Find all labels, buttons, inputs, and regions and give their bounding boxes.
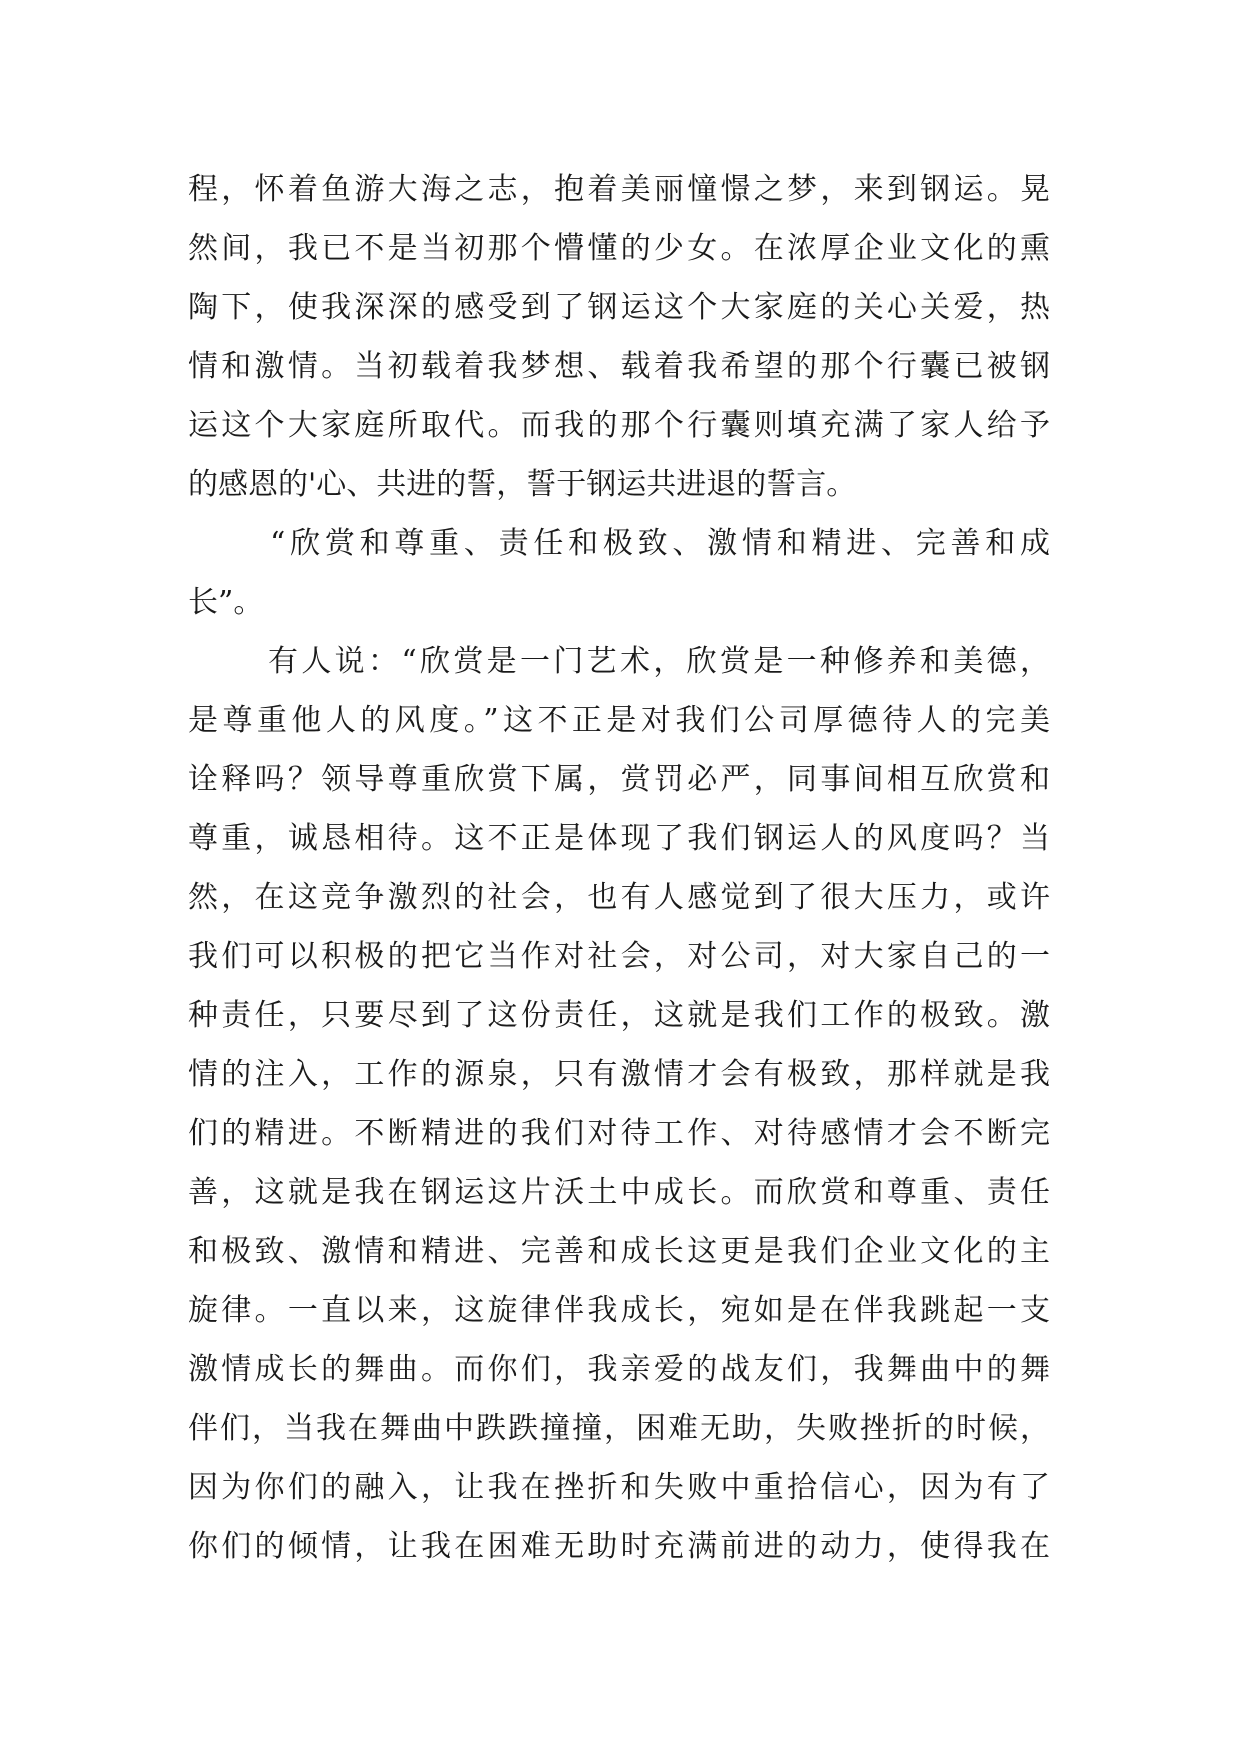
- text-line: 然，在这竞争激烈的社会，也有人感觉到了很大压力，或许: [188, 880, 1050, 915]
- text-line: 我们可以积极的把它当作对社会，对公司，对大家自己的一: [188, 939, 1050, 974]
- text-line: 激情成长的舞曲。而你们，我亲爱的战友们，我舞曲中的舞: [188, 1352, 1050, 1387]
- text-line: 旋律。一直以来，这旋律伴我成长，宛如是在伴我跳起一支: [188, 1293, 1050, 1328]
- text-line: 长”。: [188, 585, 264, 620]
- text-line: 因为你们的融入，让我在挫折和失败中重拾信心，因为有了: [188, 1470, 1050, 1505]
- text-line: 善，这就是我在钢运这片沃土中成长。而欣赏和尊重、责任: [188, 1175, 1050, 1210]
- text-line: 是尊重他人的风度。”这不正是对我们公司厚德待人的完美: [188, 703, 1050, 738]
- text-line: 的感恩的'心、共进的誓，誓于钢运共进退的誓言。: [188, 467, 857, 502]
- text-line: 有人说：“欣赏是一门艺术，欣赏是一种修养和美德，: [268, 644, 1050, 679]
- text-line: 情的注入，工作的源泉，只有激情才会有极致，那样就是我: [188, 1057, 1050, 1092]
- text-line: 陶下，使我深深的感受到了钢运这个大家庭的关心关爱，热: [188, 290, 1050, 325]
- text-line: 运这个大家庭所取代。而我的那个行囊则填充满了家人给予: [188, 408, 1050, 443]
- text-line: “欣赏和尊重、责任和极致、激情和精进、完善和成: [270, 526, 1050, 561]
- text-line: 伴们，当我在舞曲中跌跌撞撞，困难无助，失败挫折的时候，: [188, 1411, 1050, 1446]
- text-line: 然间，我已不是当初那个懵懂的少女。在浓厚企业文化的熏: [188, 231, 1050, 266]
- body-text: [188, 160, 1050, 1576]
- text-line: 种责任，只要尽到了这份责任，这就是我们工作的极致。激: [188, 998, 1050, 1033]
- text-line: 诠释吗？领导尊重欣赏下属，赏罚必严，同事间相互欣赏和: [188, 762, 1050, 797]
- text-line: 和极致、激情和精进、完善和成长这更是我们企业文化的主: [188, 1234, 1050, 1269]
- text-line: 程，怀着鱼游大海之志，抱着美丽憧憬之梦，来到钢运。晃: [188, 172, 1050, 207]
- text-line: 尊重，诚恳相待。这不正是体现了我们钢运人的风度吗？当: [188, 821, 1050, 856]
- text-line: 你们的倾情，让我在困难无助时充满前进的动力，使得我在: [188, 1529, 1050, 1564]
- text-line: 们的精进。不断精进的我们对待工作、对待感情才会不断完: [188, 1116, 1050, 1151]
- text-line: 情和激情。当初载着我梦想、载着我希望的那个行囊已被钢: [188, 349, 1050, 384]
